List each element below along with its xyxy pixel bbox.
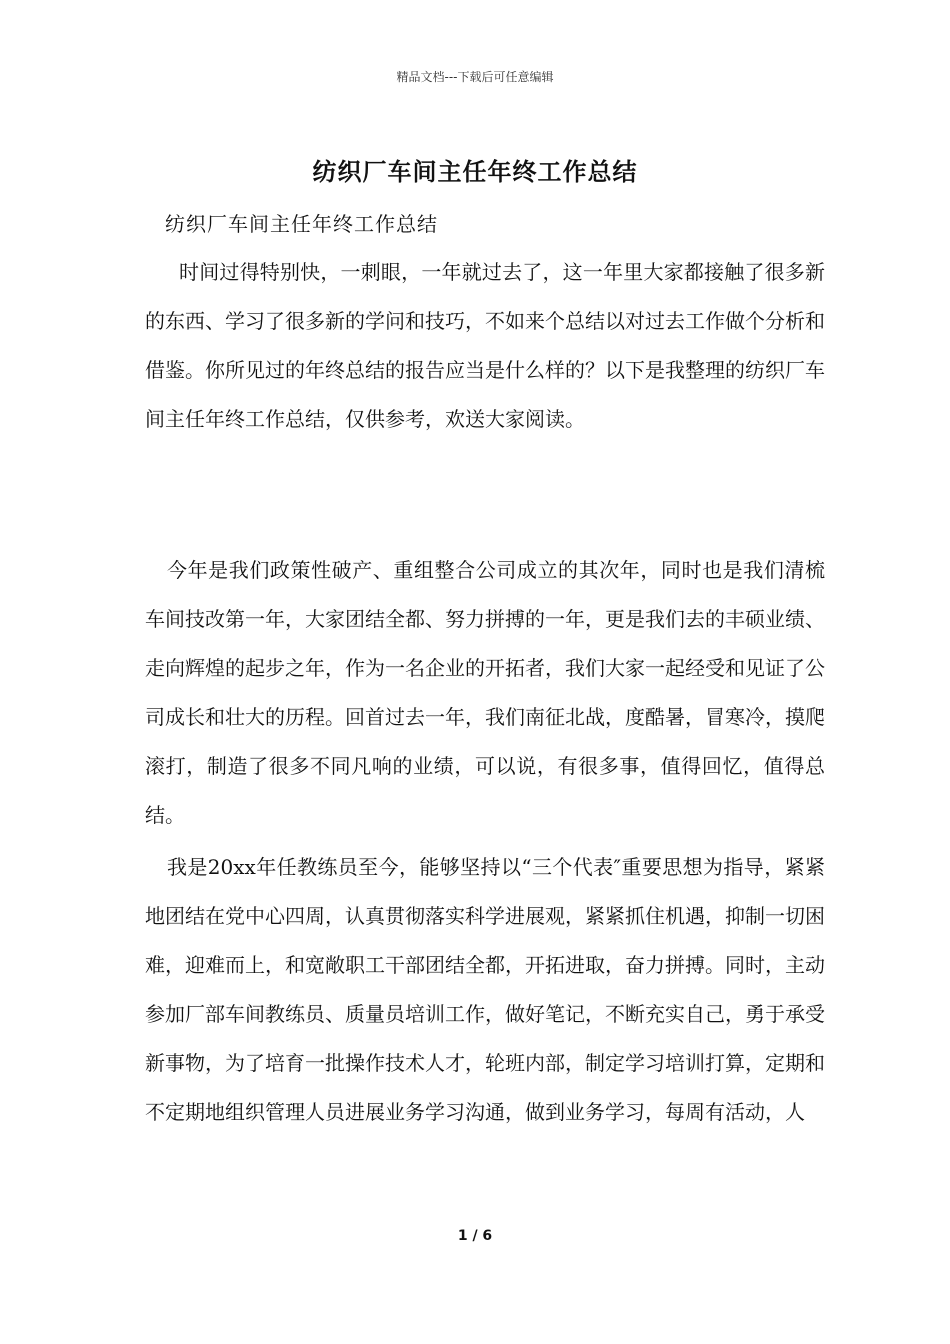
paragraph-body-2: 我是20xx年任教练员至今，能够坚持以“三个代表″重要思想为指导，紧紧地团结在党中心四周，认真贯彻落实科学进展观，紧紧抓住机遇，抑制一切困难，迎难而上，和宽敞职工干部团结全都，开拓进取，奋力拼搏。同时，主动参加厂部车间教练员、质量员培训工作，做好笔记，不断充实自己，勇于承受新事物，为了培育一批操作技术人才，轮班内部，制定学习培训打算，定期和不定期地组织管理人员进展业务学习沟通，做到业务学习，每周有活动，人: [145, 855, 825, 1124]
document-subtitle: 纺织厂车间主任年终工作总结: [165, 212, 438, 236]
document-title: 纺织厂车间主任年终工作总结: [312, 157, 638, 186]
page-number: 1 / 6: [457, 1228, 493, 1244]
page-header: 精品文档---下载后可任意编辑: [396, 70, 554, 84]
paragraph-body-1: 今年是我们政策性破产、重组整合公司成立的其次年，同时也是我们清梳车间技改第一年，大家团结全都、努力拼搏的一年，更是我们去的丰硕业绩、走向辉煌的起步之年，作为一名企业的开拓者，我们大家一起经受和见证了公司成长和壮大的历程。回首过去一年，我们南征北战，度酷暑，冒寒冷，摸爬滚打，制造了很多不同凡响的业绩，可以说，有很多事，值得回忆，值得总结。: [145, 558, 825, 827]
paragraph-intro: 时间过得特别快，一刺眼，一年就过去了，这一年里大家都接触了很多新的东西、学习了很多新的学问和技巧，不如来个总结以对过去工作做个分析和借鉴。你所见过的年终总结的报告应当是什么样的？以下是我整理的纺织厂车间主任年终工作总结，仅供参考，欢送大家阅读。: [145, 260, 825, 431]
